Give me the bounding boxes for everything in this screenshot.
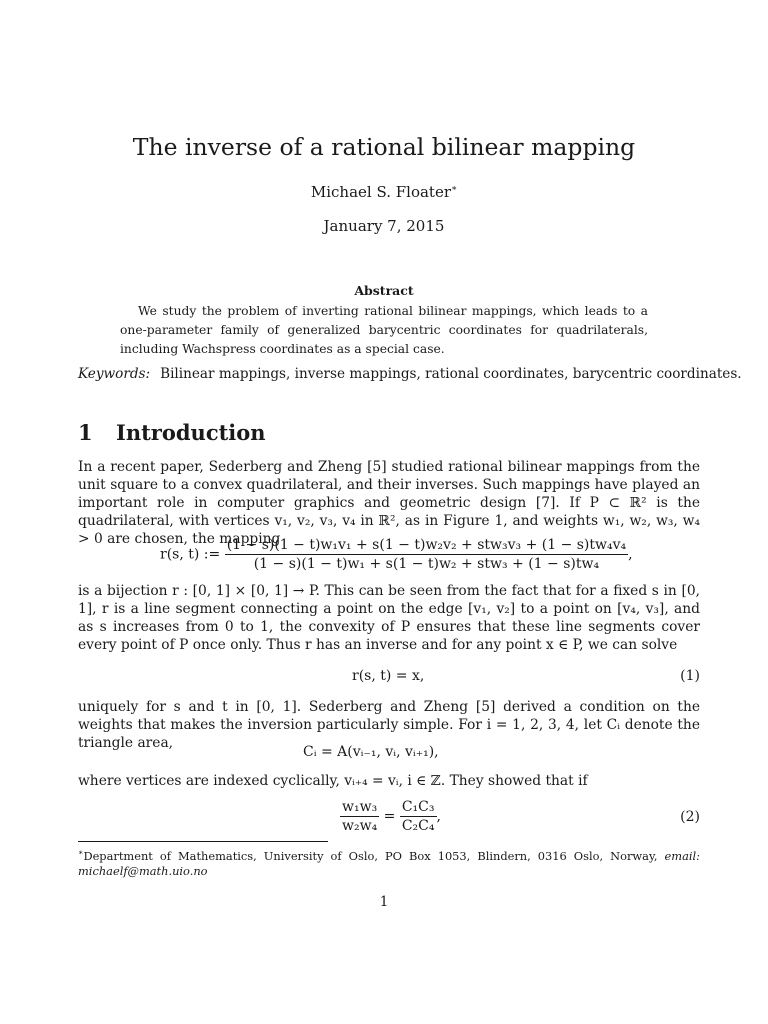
equation-2-right-denominator: C₂C₄ [401, 818, 435, 834]
page-number: 1 [379, 894, 389, 910]
equation-2-left-denominator: w₂w₄ [342, 818, 378, 834]
paper-date: January 7, 2015 [323, 217, 445, 235]
equation-1-number: (1) [680, 668, 700, 684]
abstract-text: We study the problem of inverting rational bilinear mappings, which leads to a one-parameter family of generalized barycentric coordinates for quadrilaterals, including Wachspress coordinates as a special case. [120, 304, 648, 356]
paragraph-intro: In a recent paper, Sederberg and Zheng [5] studied rational bilinear mappings from the unit square to a convex quadrilateral, and their inverses. Such mappings have played an important role in computer graphics and geometric design [7]. If P ⊂ ℝ² is the quadrilateral, with vertices v₁, v₂, v₃, v₄ in ℝ², as in Figure 1, and weights w₁, w₂, w₃, w₄ > 0 are chosen, the mapping [78, 459, 700, 547]
equation-mapping-comma: , [628, 546, 633, 563]
keywords-text: Bilinear mappings, inverse mappings, rational coordinates, barycentric coordinates. [160, 366, 742, 382]
author-footnote-mark[interactable]: ∗ [451, 184, 458, 194]
footnote-text: Department of Mathematics, University of Oslo, PO Box 1053, Blindern, 0316 Oslo, Norway, [83, 848, 658, 863]
section-number: 1 [78, 420, 93, 445]
equation-2-right-fraction [400, 799, 437, 834]
equation-2 [340, 799, 441, 834]
section-heading [78, 420, 266, 445]
footnote-rule [78, 841, 328, 842]
equation-2-number: (2) [680, 809, 700, 825]
equation-1: r(s, t) = x, [352, 668, 425, 684]
keywords-label: Keywords: [78, 366, 151, 382]
footnote [78, 845, 700, 879]
footnote-mark: ∗ [78, 848, 84, 857]
equation-2-equals: = [383, 808, 396, 825]
author-name-text: Michael S. Floater [310, 183, 451, 201]
footnote-email[interactable]: michaelf@math.uio.no [78, 863, 208, 878]
equation-2-comma: , [436, 808, 441, 825]
equation-mapping-fraction [225, 537, 628, 572]
paragraph-weights: uniquely for s and t in [0, 1]. Sederberg and Zheng [5] derived a condition on the weights that makes the inversion particularly simple. For i = 1, 2, 3, 4, let Cᵢ denote the triangle area, [78, 699, 700, 751]
equation-triangle-area: Cᵢ = A(vᵢ₋₁, vᵢ, vᵢ₊₁), [303, 744, 439, 760]
paragraph-bijection: is a bijection r : [0, 1] × [0, 1] → P. This can be seen from the fact that for a fixed s in [0, 1], r is a line segment connecting a point on the edge [v₁, v₂] to a point on [v₄, v₃], and as s increases from 0 to 1, the convexity of P ensures that these line segments cover every point of P once only. Thus r has an inverse and for any point x ∈ P, we can solve [78, 583, 700, 653]
paragraph-cyclic: where vertices are indexed cyclically, vᵢ₊₄ = vᵢ, i ∈ ℤ. They showed that if [78, 773, 588, 789]
equation-mapping [160, 537, 633, 572]
equation-2-left-fraction [340, 799, 379, 834]
author-name [0, 183, 768, 201]
equation-mapping-denominator: (1 − s)(1 − t)w₁ + s(1 − t)w₂ + stw₃ + (1 − s)tw₄ [253, 556, 600, 572]
equation-mapping-lhs: r(s, t) := [160, 546, 221, 563]
keywords [78, 366, 742, 382]
footnote-email-label: email: [664, 848, 700, 863]
abstract-heading: Abstract [354, 283, 414, 298]
equation-2-right-numerator: C₁C₃ [401, 799, 435, 815]
paper-title: The inverse of a rational bilinear mapping [132, 133, 636, 161]
equation-mapping-numerator: (1 − s)(1 − t)w₁v₁ + s(1 − t)w₂v₂ + stw₃v₃ + (1 − s)tw₄v₄ [226, 537, 627, 553]
section-title: Introduction [116, 420, 266, 445]
equation-2-left-numerator: w₁w₃ [342, 799, 378, 815]
